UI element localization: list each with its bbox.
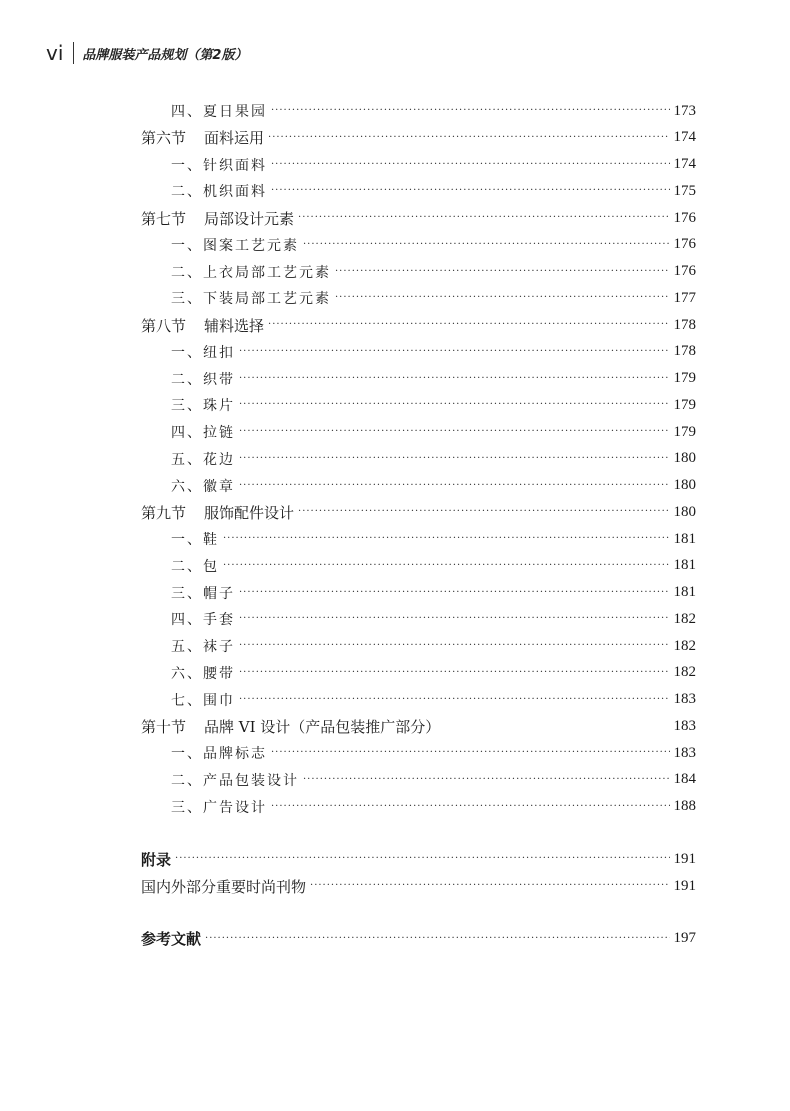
toc-section-number: 第十节 [141,717,187,736]
toc-entry[interactable] [0,152,790,178]
toc-entry-label: 四、拉链 [171,425,235,441]
toc-page-number: 174 [673,156,696,172]
toc-section-name: 面料运用 [204,129,265,148]
toc-entry-label: 四、手套 [171,612,235,629]
dot-leader [335,285,670,311]
dot-leader [271,178,670,204]
dot-leader [268,125,669,151]
dot-leader [303,767,670,793]
toc-page-number: 175 [673,182,696,199]
book-title: 品牌服装产品规划（第2版） [82,47,248,63]
dot-leader [271,794,670,820]
toc-entry[interactable] [0,446,790,472]
toc-entry-label: 七、围巾 [171,692,235,709]
toc-entry-label: 四、夏日果园 [171,104,267,120]
toc-entry-label: 二、机织面料 [171,184,267,201]
toc-entry[interactable] [0,713,790,739]
toc-section-name: 辅料选择 [204,316,265,335]
toc-page-number: 181 [673,557,696,574]
toc-page-number: 188 [673,798,696,814]
toc-entry-label: 三、珠片 [171,398,235,415]
dot-leader [175,846,669,872]
toc-page-number: 182 [673,664,696,681]
toc-entry[interactable] [0,526,790,552]
toc-entry[interactable] [0,633,790,659]
dot-leader [271,740,670,766]
toc-entry[interactable] [0,232,790,258]
dot-leader [268,312,669,338]
toc-section-number: 第七节 [141,209,187,228]
toc-entry-label: 一、图案工艺元素 [171,237,299,254]
toc-page-number: 183 [673,691,696,707]
toc-section-title [141,127,264,148]
toc-entry[interactable] [0,740,790,766]
toc-entry-label: 附录 [141,850,172,869]
toc-entry[interactable] [0,339,790,365]
toc-page-number: 197 [673,930,696,947]
toc-entry[interactable] [0,767,790,793]
toc-section-title [141,208,294,229]
dot-leader [271,98,670,124]
toc-page-number: 182 [673,610,696,627]
toc-entry[interactable] [0,580,790,606]
running-header [46,38,247,68]
toc-page-number: 179 [673,396,696,413]
toc-section-name: 局部设计元素 [204,209,295,228]
toc-page-number: 191 [673,850,696,867]
toc-entry[interactable] [0,259,790,285]
toc-page-number: 174 [673,129,696,146]
toc-section-number: 第六节 [141,129,187,148]
toc-entry-label: 二、织带 [171,371,235,388]
toc-section-title [141,502,294,523]
dot-leader [303,232,670,258]
dot-leader [223,526,670,552]
toc-entry[interactable] [0,606,790,632]
header-divider [73,42,74,64]
toc-entry-label: 二、包 [171,558,219,575]
dot-leader [239,392,670,418]
toc-entry-label: 六、腰带 [171,665,235,682]
dot-leader [239,633,670,659]
toc-page-number: 180 [673,477,696,493]
toc-entry[interactable] [0,687,790,713]
dot-leader [239,687,670,713]
toc-entry-label: 一、纽扣 [171,344,235,361]
toc-entry[interactable] [0,846,790,872]
toc-entry[interactable] [0,98,790,124]
toc-page-number: 183 [673,744,696,761]
toc-entry-label: 一、鞋 [171,532,219,548]
toc-section-number: 第九节 [141,503,187,522]
toc-page-number: 179 [673,370,696,386]
toc-entry[interactable] [0,392,790,418]
toc-page-number: 184 [673,771,696,788]
toc-page-number: 179 [673,423,696,440]
toc-entry-label: 二、上衣局部工艺元素 [171,264,331,281]
toc-entry-label: 三、下装局部工艺元素 [171,291,331,308]
dot-leader [239,366,670,392]
dot-leader [223,553,670,579]
dot-leader [239,339,670,365]
dot-leader [239,660,670,686]
dot-leader [271,152,670,178]
toc-entry[interactable] [0,873,790,899]
toc-page-number: 176 [673,263,696,279]
toc-entry[interactable] [0,205,790,231]
dot-leader [205,926,669,952]
toc-entry-label: 三、帽子 [171,585,235,602]
toc-section-title [141,315,264,336]
toc-page-number: 176 [673,209,696,226]
toc-page-number: 182 [673,637,696,654]
toc-entry[interactable] [0,499,790,525]
dot-leader [298,499,669,525]
toc-entry[interactable] [0,660,790,686]
toc-entry-label: 六、徽章 [171,478,235,495]
dot-leader [239,419,670,445]
toc-section-title [141,716,440,737]
toc-entry[interactable] [0,794,790,820]
dot-leader [310,873,669,899]
toc-entry-label: 一、针织面料 [171,157,267,174]
toc-entry[interactable] [0,553,790,579]
toc-page-number: 176 [673,236,696,253]
toc-page-number: 183 [673,717,696,734]
dot-leader [239,446,670,472]
toc-entry[interactable] [0,125,790,151]
dot-leader [298,205,669,231]
toc-page-number: 181 [673,530,696,547]
toc-entry-label: 三、广告设计 [171,799,267,816]
toc-page-number: 173 [673,102,696,119]
toc-entry-label: 二、产品包装设计 [171,772,299,789]
dot-leader [239,606,670,632]
dot-leader [335,259,670,285]
toc-entry-label: 五、花边 [171,451,235,468]
toc-entry[interactable] [0,366,790,392]
toc-entry-label: 一、品牌标志 [171,746,267,762]
toc-entry[interactable] [0,419,790,445]
toc-entry-label: 国内外部分重要时尚刊物 [141,877,307,896]
toc-entry-label: 五、袜子 [171,639,235,655]
dot-leader [239,580,670,606]
toc-page-number: 177 [673,289,696,306]
toc-page-number: 178 [673,343,696,360]
toc-page-number: 178 [673,316,696,333]
toc-section-name: 服饰配件设计 [204,503,295,522]
toc-page-number: 180 [673,450,696,467]
toc-entry[interactable] [0,285,790,311]
toc-entry-label: 参考文献 [141,930,202,949]
toc-entry[interactable] [0,926,790,952]
toc-section-name: 品牌 VI 设计（产品包装推广部分） [204,717,441,736]
dot-leader [239,473,670,499]
toc-page-number: 181 [673,584,696,600]
toc-entry[interactable] [0,312,790,338]
page-number: vi [46,41,64,65]
toc-entry[interactable] [0,473,790,499]
toc-entry[interactable] [0,178,790,204]
toc-section-number: 第八节 [141,316,187,335]
toc-page-number: 191 [673,877,696,894]
toc-page-number: 180 [673,503,696,520]
